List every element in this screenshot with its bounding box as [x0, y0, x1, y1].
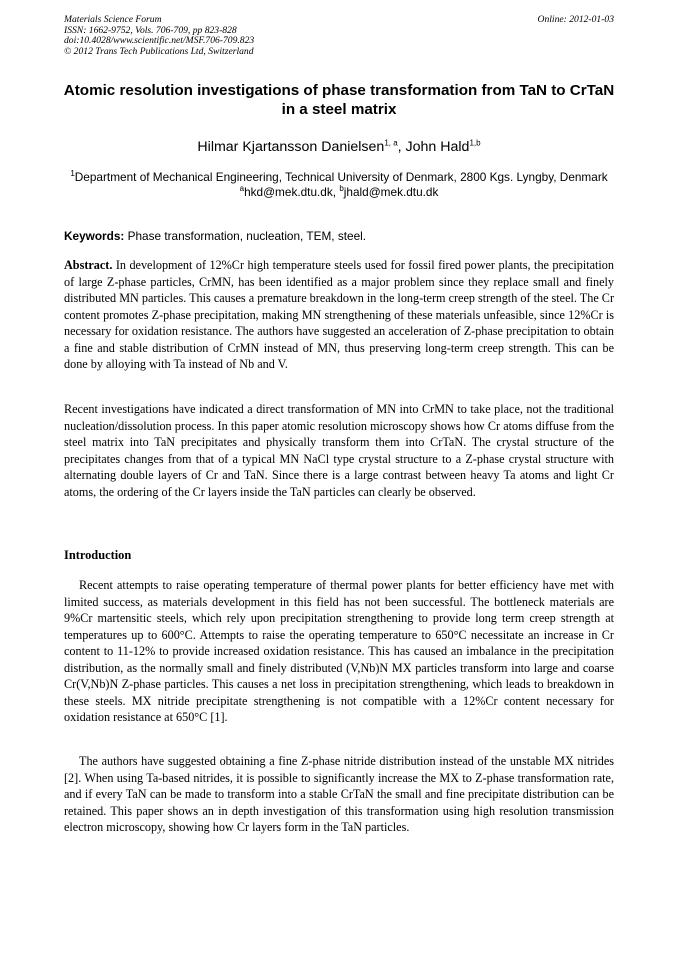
email-link[interactable]: jhald@mek.dtu.dk	[343, 185, 439, 199]
abstract	[64, 257, 614, 373]
email-separator: ,	[332, 185, 340, 199]
author-affiliation-mark: 1,b	[469, 138, 481, 148]
body-paragraph: Recent attempts to raise operating temperature of thermal power plants for better efficiency have met with limited success, as materials development in this field has not been successful. The bottleneck materials are 9%Cr martensitic steels, which rely upon precipitation strengthening to provide long term creep strength at temperatures up to 600°C. Attempts to raise the operating temperature to 650°C necessitate an increase in Cr content to 11-12% to provide increased oxidation resistance. This has caused an imbalance in the precipitation distribution, as the normally small and finely distributed (V,Nb)N MX particles transform into large and coarse Cr(V,Nb)N Z-phase particles. This causes a net loss in precipitation strengthening, which leads to breakdown in these steels. MX nitride precipitate strengthening is not compatible with a 12%Cr content necessary for oxidation resistance at 650°C [1].	[64, 578, 614, 724]
abstract-label: Abstract.	[64, 258, 113, 272]
doi-line: doi:10.4028/www.scientific.net/MSF.706-709.823	[64, 35, 255, 47]
journal-name: Materials Science Forum	[64, 14, 162, 25]
email-line	[70, 185, 608, 200]
affiliation-text	[70, 170, 608, 185]
keywords-label: Keywords:	[64, 229, 125, 243]
author-name: John Hald	[405, 139, 470, 155]
affiliation-address: Department of Mechanical Engineering, Technical University of Denmark, 2800 Kgs. Lyngby, Denmark	[74, 170, 608, 184]
paper-title: Atomic resolution investigations of phase transformation from TaN to CrTaN in a steel matrix	[63, 82, 615, 118]
author-name: Hilmar Kjartansson Danielsen	[197, 139, 385, 155]
affiliation-block	[70, 170, 608, 200]
author-separator: ,	[397, 139, 406, 155]
abstract-text: In development of 12%Cr high temperature steels used for fossil fired power plants, the precipitation of large Z-phase particles, CrMN, has been identified as a major problem since they replace small and finely distributed MN particles. This causes a premature breakdown in the long-term creep strength of the steel. The Cr content promotes Z-phase precipitation, making MN strengthening of these materials unfeasible, since 12%Cr is necessary for oxidation resistance. The authors have suggested an acceleration of Z-phase precipitation to obtain a fine and stable distribution of CrMN instead of MN, thus preserving long-term creep strength. This can be done by alloying with Ta instead of Nb and V.	[64, 258, 614, 371]
author-line	[60, 138, 618, 156]
body-paragraph: Recent investigations have indicated a direct transformation of MN into CrMN to take place, not the traditional nucleation/dissolution process. In this paper atomic resolution microscopy shows how Cr atoms diffuse from the steel matrix into TaN precipitates and physically transform them into CrTaN. The crystal structure of the precipitates changes from that of a typical MN NaCl type crystal structure to a Z-phase crystal structure with alternating double layers of Cr and TaN. Since there is a large contrast between heavy Ta atoms and light Cr atoms, the ordering of the Cr layers inside the TaN particles can clearly be observed.	[64, 402, 614, 499]
keywords	[64, 229, 614, 244]
affiliation-mark: 1	[70, 169, 75, 179]
issn-line: ISSN: 1662-9752, Vols. 706-709, pp 823-828	[64, 24, 237, 36]
author-affiliation-mark: 1, a	[384, 138, 398, 148]
journal-header	[64, 15, 484, 57]
section-heading: Introduction	[64, 548, 132, 562]
email-mark: a	[239, 184, 245, 194]
email-link[interactable]: hkd@mek.dtu.dk	[244, 185, 333, 199]
online-date: Online: 2012-01-03	[537, 14, 614, 25]
copyright-line: © 2012 Trans Tech Publications Ltd, Switzerland	[64, 45, 254, 57]
keywords-text: Phase transformation, nucleation, TEM, steel.	[124, 229, 367, 243]
email-mark: b	[339, 184, 344, 194]
body-paragraph: The authors have suggested obtaining a fine Z-phase nitride distribution instead of the unstable MX nitrides [2]. When using Ta-based nitrides, it is possible to significantly increase the MX to Z-phase transformation rate, and if every TaN can be made to transform into a stable CrTaN the small and fine precipitate distribution can be retained. This paper shows an in depth investigation of this transformation using high resolution transmission electron microscopy, showing how Cr layers form in the TaN particles.	[64, 754, 614, 834]
